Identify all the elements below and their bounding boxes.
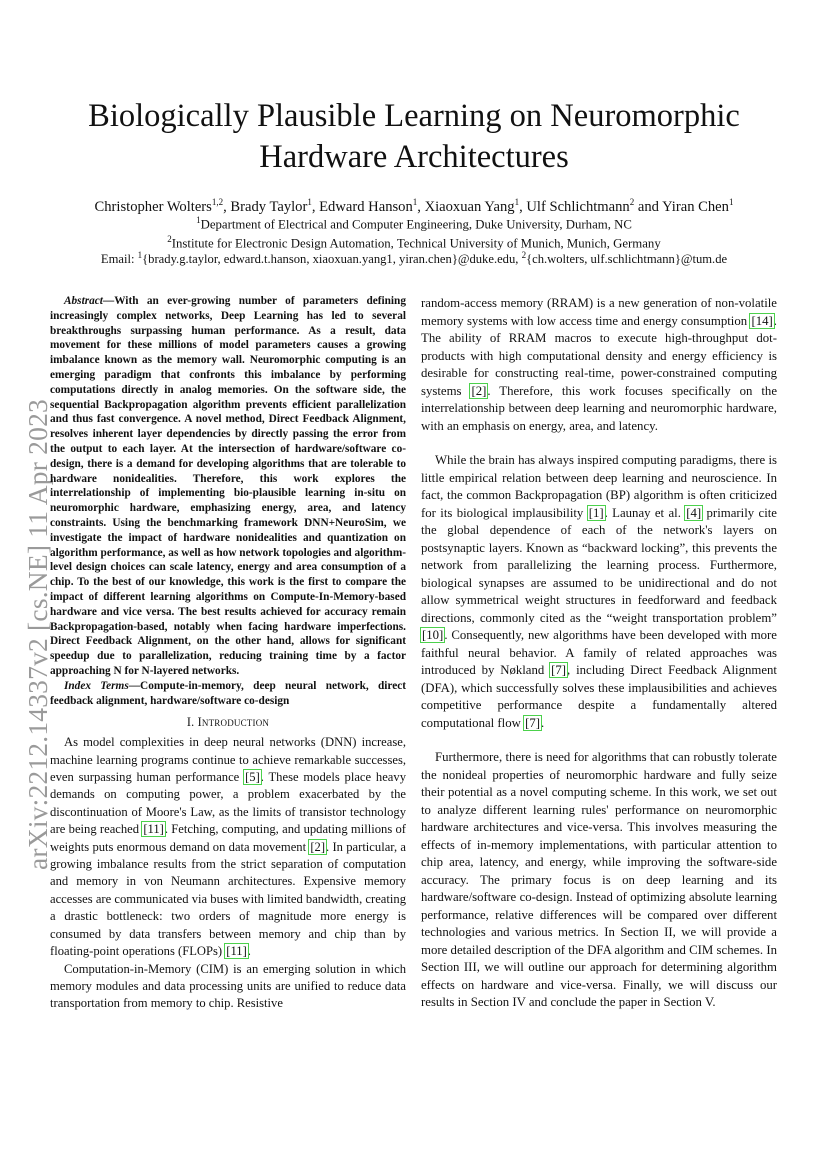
affiliation-text: Department of Electrical and Computer Engineering, Duke University, Durham, NC xyxy=(200,217,632,232)
paper-title xyxy=(40,96,788,178)
right-column xyxy=(421,295,777,1012)
abstract-lead: Abstract xyxy=(64,295,103,307)
arxiv-identifier: arXiv:2212.14337v2 [cs.NE] 11 Apr 2023 xyxy=(22,399,53,870)
author-affil-mark: 1 xyxy=(728,197,734,207)
author-name: Edward Hanson xyxy=(319,198,413,215)
left-column xyxy=(50,294,406,1013)
citation-link[interactable]: [2] xyxy=(471,383,487,398)
paragraph-text: , including Direct Feedback Alignment (DFA), which successfully solves these implausibilities and achieves competitive performance despite a fundamentally altered computational flow xyxy=(421,663,777,730)
affiliation-text: Institute for Electronic Design Automation, Technical University of Munich, Munich, Germany xyxy=(171,236,661,251)
paragraph-text: As model complexities in deep neural networks (DNN) increase, machine learning programs continue to achieve remarkable successes, even surpassing human performance xyxy=(50,735,406,785)
title-line-1: Biologically Plausible Learning on Neuromorphic xyxy=(88,98,740,134)
intro-paragraph-5: Furthermore, there is need for algorithms that can robustly tolerate the nonideal properties of neuromorphic hardware and fully seize their potential as a novel computing scheme. In this work, we set out to analyze different learning rules' performance on neuromorphic hardware architectures and vice-versa. This involves measuring the effects of in-memory implementations, with particular attention to chip area, latency, and energy, while improving the software-side accuracy. The primary focus is on deep learning and its hardware/software co-design. Instead of optimizing absolute learning performance, relative differences will be compared over different technologies and various metrics. In Section II, we will provide a more detailed description of the DFA algorithm and CIM schemes. In Section III, we will outline our approach for determining algorithm effects on hardware and vice-versa. Finally, we will discuss our results in Section IV and conclude the paper in Section V. xyxy=(421,750,777,1009)
email-line xyxy=(20,247,808,268)
section-heading xyxy=(50,714,406,731)
index-terms-text: —Compute-in-memory, deep neural network, direct feedback alignment, hardware/software co-design xyxy=(50,679,406,707)
citation-link[interactable]: [5] xyxy=(245,770,260,785)
author-affil-mark: 2 xyxy=(629,197,635,207)
author-name: Ulf Schlichtmann xyxy=(526,198,630,215)
author-affil-mark: 1 xyxy=(307,197,312,207)
paragraph-gap xyxy=(421,435,777,452)
intro-paragraph-3 xyxy=(421,295,777,435)
paragraph-text: . xyxy=(540,715,545,730)
citation-link[interactable]: [14] xyxy=(751,313,773,328)
paragraph-text: . Launay et al. xyxy=(604,505,686,520)
intro-paragraph-1 xyxy=(50,734,406,960)
email-tum[interactable]: {ch.wolters, ulf.schlichtmann}@tum.de xyxy=(526,252,728,267)
citation-link[interactable]: [11] xyxy=(143,822,164,837)
paragraph-text: While the brain has always inspired computing paradigms, there is little empirical relation between deep learning and neuroscience. In fact, the common Backpropagation (BP) algorithm is often criticized for its biological implausibility xyxy=(421,453,777,520)
email-affil-mark: 1 xyxy=(137,250,143,260)
index-terms xyxy=(50,679,406,709)
index-terms-lead: Index Terms xyxy=(64,679,129,692)
citation-link[interactable]: [7] xyxy=(525,715,540,730)
affil-mark: 2 xyxy=(167,234,172,244)
intro-paragraph-2: Computation-in-Memory (CIM) is an emerging solution in which memory modules and data processing units are unified to reduce data transportation from memory to chip. Resistive xyxy=(50,961,406,1011)
section-numeral: I. xyxy=(186,715,195,730)
title-line-2: Hardware Architectures xyxy=(259,139,569,175)
author-conjunction: and xyxy=(637,198,659,215)
section-title: Introduction xyxy=(197,715,270,730)
author-affil-mark: 1,2 xyxy=(211,197,224,207)
affil-mark: 1 xyxy=(196,215,201,225)
paragraph-text: . These models place heavy demands on computing power, a problem exacerbated by the discontinuation of Moore's Law, as the limits of transistor technology are being reached xyxy=(50,770,406,837)
email-affil-mark: 2 xyxy=(521,250,527,260)
author-list: Christopher Wolters$^{1,2}$, Brady Taylor$^1$, Edward Hanson$^1$, Xiaoxuan Yang$^1$, Ulf Schlichtmann$^2$ and Yiran Chen$^1$ xyxy=(94,197,734,215)
citation-link[interactable]: [4] xyxy=(686,505,702,520)
paragraph-text: . The ability of RRAM macros to execute high-throughput dot-products with high computational density and energy efficiency is desirable for constructing real-time, power-constrained computing systems xyxy=(421,313,777,398)
paragraph-text: random-access memory (RRAM) is a new generation of non-volatile memory systems with low access time and energy consumption xyxy=(421,296,777,328)
paragraph-text: . xyxy=(247,944,251,959)
paragraph-text: . In particular, a growing imbalance results from the strict separation of computation and memory in von Neumann architectures. Expensive memory accesses are communicated via buses with limited bandwidth, creating a drastic bottleneck: two orders of magnitude more energy is consumed by data transfers between memory and chip than by floating-point operations (FLOPs) xyxy=(50,839,406,959)
paragraph-text: . Therefore, this work focuses specifically on the interrelationship between deep learning and neuromorphic hardware, with an emphasis on energy, area, and latency. xyxy=(421,383,777,433)
paragraph-text: . Consequently, new algorithms have been developed with more faithful neural behavior. A family of related approaches was introduced by Nøkland xyxy=(421,628,777,677)
paragraph-text: primarily cite the global dependence of each of the network's layers on postsynaptic layers. Known as “backward locking”, this prevents the network from parallelizing the learning process. Furthermore, biological synapses are assumed to be unidirectional and do not allow symmetrical weight structures in feedforward and feedback directions, commonly cited as the “weight transportation problem” xyxy=(421,505,777,625)
citation-link[interactable]: [2] xyxy=(310,839,326,854)
author-name: Christopher Wolters xyxy=(94,198,212,215)
paragraph-text: . Fetching, computing, and updating millions of weights puts enormous demand on data movement xyxy=(50,822,406,854)
author-name: Yiran Chen xyxy=(662,198,729,215)
email-label: Email: xyxy=(100,252,135,267)
author-affil-mark: 1 xyxy=(514,197,520,207)
citation-link[interactable]: [11] xyxy=(226,944,247,959)
affiliation-1 xyxy=(20,212,808,232)
citation-link[interactable]: [1] xyxy=(588,505,604,520)
author-affil-mark: 1 xyxy=(412,197,418,207)
citation-link[interactable]: [7] xyxy=(551,663,567,677)
citation-link[interactable]: [10] xyxy=(422,628,444,642)
abstract xyxy=(50,294,406,679)
email-duke[interactable]: {brady.g.taylor, edward.t.hanson, xiaoxuan.yang1, yiran.chen}@duke.edu, xyxy=(142,252,519,267)
paragraph-gap xyxy=(421,732,777,749)
intro-paragraph-4 xyxy=(421,452,777,732)
abstract-text: —With an ever-growing number of parameters defining increasingly complex networks, Deep Learning has led to several breakthroughs surpassing human performance. As a result, data movement for these millions of model parameters causes a growing imbalance known as the memory wall. Neuromorphic computing is an emerging paradigm that confronts this imbalance by performing computations directly in analog memories. On the software side, the sequential Backpropagation algorithm prevents efficient parallelization and thus fast convergence. A novel method, Direct Feedback Alignment, resolves inherent layer dependencies by directly passing the error from the output to each layer. At the intersection of hardware/software co-design, there is a demand for developing algorithms that are tolerable to hardware nonidealities. Therefore, this work explores the interrelationship of implementing bio-plausible learning in-situ on neuromorphic hardware, emphasizing energy, area, and latency constraints. Using the benchmarking framework DNN+NeuroSim, we investigate the impact of hardware nonidealities and quantization on algorithm performance, as well as how network topologies and algorithm-level design choices can scale latency, energy and area consumption of a chip. To the best of our knowledge, this work is the first to compare the impact of different learning algorithms on Compute-In-Memory-based hardware and vice versa. The best results achieved for accuracy remain Backpropagation-based, notably when facing hardware imperfections. Direct Feedback Alignment, on the other hand, allows for significant speedup due to parallelization, reducing training time by a factor approaching N for N-layered networks. xyxy=(50,295,406,677)
author-name: Xiaoxuan Yang xyxy=(424,198,515,215)
author-name: Brady Taylor xyxy=(230,198,308,215)
